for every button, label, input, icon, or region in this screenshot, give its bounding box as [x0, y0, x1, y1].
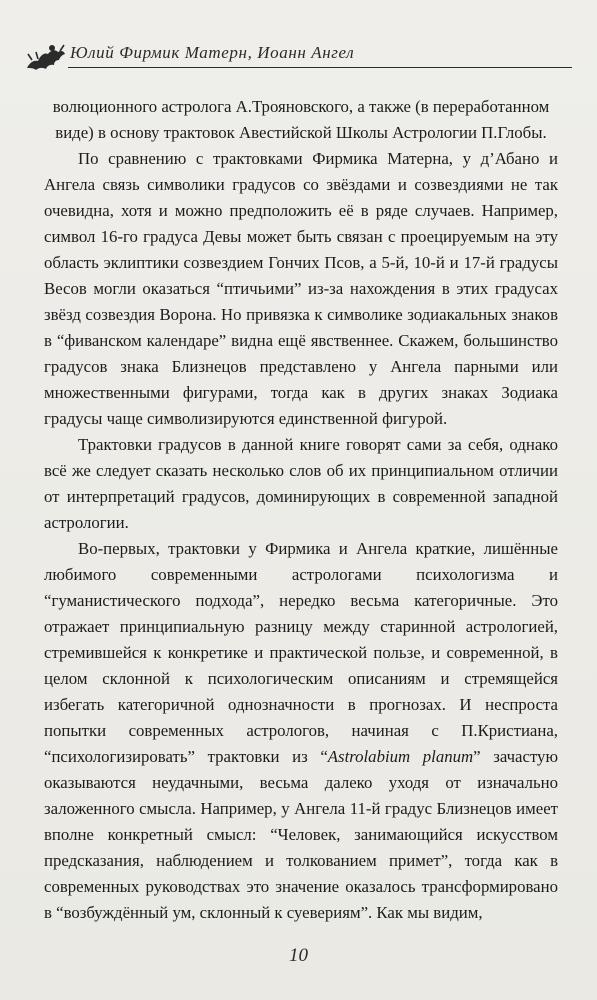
paragraph-4-text-after: ” зачастую оказываются неудачными, весьма далеко уходя от изначально заложенного смысла. Например, у Ангела 11-й градус Близнецов имеет вполне конкретный смысл: “Человек, занимающийся искусством предсказания, наблюдением и толкованием примет”, тогда как в современных руководствах это значение оказалось трансформировано в “возбуждённый ум, склонный к суевериям”. Как мы видим, [44, 747, 558, 922]
paragraph-4 [44, 536, 558, 926]
book-title-italic: Astrolabium planum [327, 747, 474, 766]
paragraph-4-text-before: Во-первых, трактовки у Фирмика и Ангела краткие, лишённые любимого современными астрологами психологизма и “гуманистического подхода”, нередко весьма категоричные. Это отражает принципиальную разницу между старинной астрологией, стремившейся к конкретике и практической пользе, и современной, в целом склонной к психологическим описаниям и стремящейся избегать категоричной однозначности в прогнозах. И неспроста попытки современных астрологов, начиная с П.Кристиана, “психологизировать” трактовки из “ [44, 539, 558, 766]
zodiac-figure-ornament-icon [24, 42, 68, 72]
body-text [44, 94, 558, 926]
header-rule [68, 67, 572, 68]
page-number: 10 [289, 945, 308, 966]
paragraph-1: волюционного астролога А.Трояновского, а также (в переработанном виде) в основу трактовок Авестийской Школы Астрологии П.Глобы. [52, 97, 550, 142]
paragraph-3: Трактовки градусов в данной книге говорят сами за себя, однако всё же следует сказать несколько слов об их принципиальном отличии от интерпретаций градусов, доминирующих в современной западной астрологии. [44, 435, 558, 532]
paragraph-2: По сравнению с трактовками Фирмика Матерна, у д’Абано и Ангела связь символики градусов со звёздами и созвездиями не так очевидна, хотя и можно предположить её в ряде случаев. Например, символ 16-го градуса Девы может быть связан с проецируемым на эту область эклиптики созвездием Гончих Псов, а 5-й, 10-й и 17-й градусы Весов могли оказаться “птичьими” из-за нахождения в этих градусах звёзд созвездия Ворона. Но привязка к символике зодиакальных знаков в “фиванском календаре” видна ещё явственнее. Скажем, большинство градусов знака Близнецов представлено у Ангела парными или множественными фигурами, тогда как в других знаках Зодиака градусы чаще символизируются единственной фигурой. [44, 149, 558, 428]
running-header [24, 40, 572, 72]
running-title: Юлий Фирмик Матерн, Иоанн Ангел [70, 43, 355, 62]
